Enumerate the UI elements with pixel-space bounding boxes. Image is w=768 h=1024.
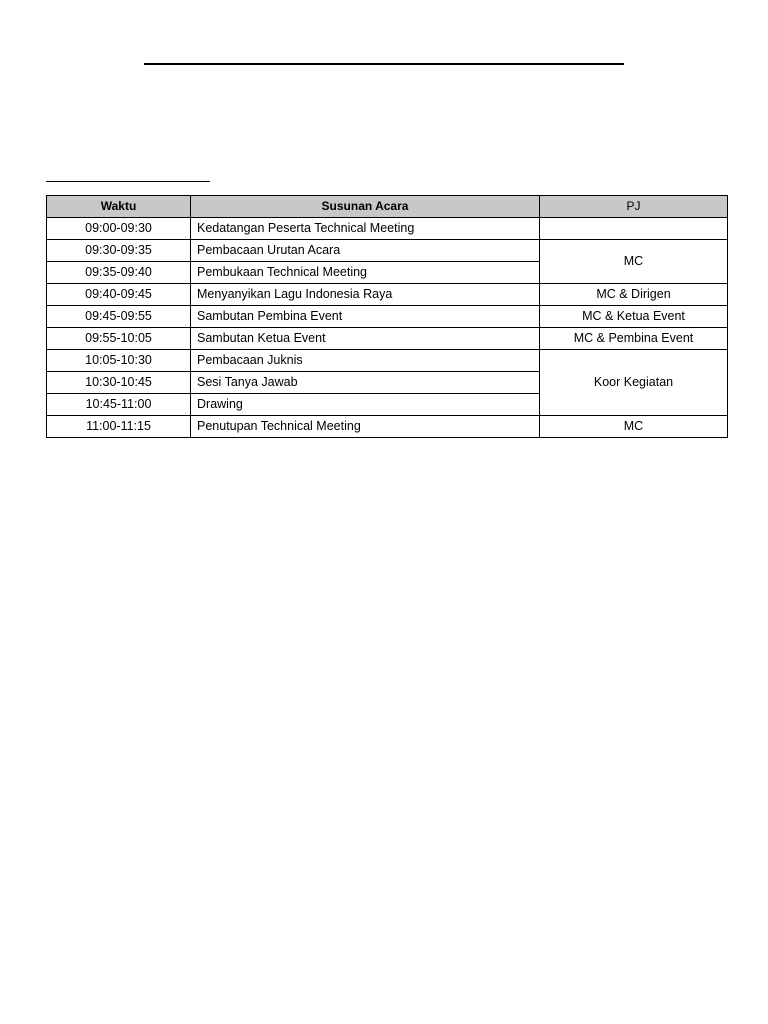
time-cell: 09:55-10:05 — [47, 328, 191, 350]
title-underline — [144, 63, 624, 65]
pj-cell: MC — [540, 416, 728, 438]
time-cell: 10:05-10:30 — [47, 350, 191, 372]
header-pj: PJ — [540, 196, 728, 218]
time-cell: 10:30-10:45 — [47, 372, 191, 394]
table-row — [47, 328, 728, 350]
table-row — [47, 218, 728, 240]
event-cell: Pembukaan Technical Meeting — [191, 262, 540, 284]
table-row — [47, 416, 728, 438]
table-row — [47, 306, 728, 328]
subtitle-underline — [46, 181, 210, 182]
pj-cell: MC — [540, 240, 728, 284]
event-cell: Menyanyikan Lagu Indonesia Raya — [191, 284, 540, 306]
header-time: Waktu — [47, 196, 191, 218]
event-cell: Kedatangan Peserta Technical Meeting — [191, 218, 540, 240]
event-cell: Drawing — [191, 394, 540, 416]
time-cell: 09:35-09:40 — [47, 262, 191, 284]
event-cell: Penutupan Technical Meeting — [191, 416, 540, 438]
header-event: Susunan Acara — [191, 196, 540, 218]
event-cell: Sambutan Ketua Event — [191, 328, 540, 350]
time-cell: 09:30-09:35 — [47, 240, 191, 262]
time-cell: 09:45-09:55 — [47, 306, 191, 328]
pj-cell — [540, 218, 728, 240]
table-row — [47, 284, 728, 306]
event-cell: Sambutan Pembina Event — [191, 306, 540, 328]
time-cell: 11:00-11:15 — [47, 416, 191, 438]
event-cell: Sesi Tanya Jawab — [191, 372, 540, 394]
table-row — [47, 240, 728, 262]
time-cell: 09:40-09:45 — [47, 284, 191, 306]
event-cell: Pembacaan Juknis — [191, 350, 540, 372]
table-header-row — [47, 196, 728, 218]
pj-cell: MC & Pembina Event — [540, 328, 728, 350]
event-cell: Pembacaan Urutan Acara — [191, 240, 540, 262]
pj-cell: Koor Kegiatan — [540, 350, 728, 416]
time-cell: 09:00-09:30 — [47, 218, 191, 240]
pj-cell: MC & Ketua Event — [540, 306, 728, 328]
table-row — [47, 350, 728, 372]
time-cell: 10:45-11:00 — [47, 394, 191, 416]
schedule-table — [46, 195, 728, 438]
pj-cell: MC & Dirigen — [540, 284, 728, 306]
